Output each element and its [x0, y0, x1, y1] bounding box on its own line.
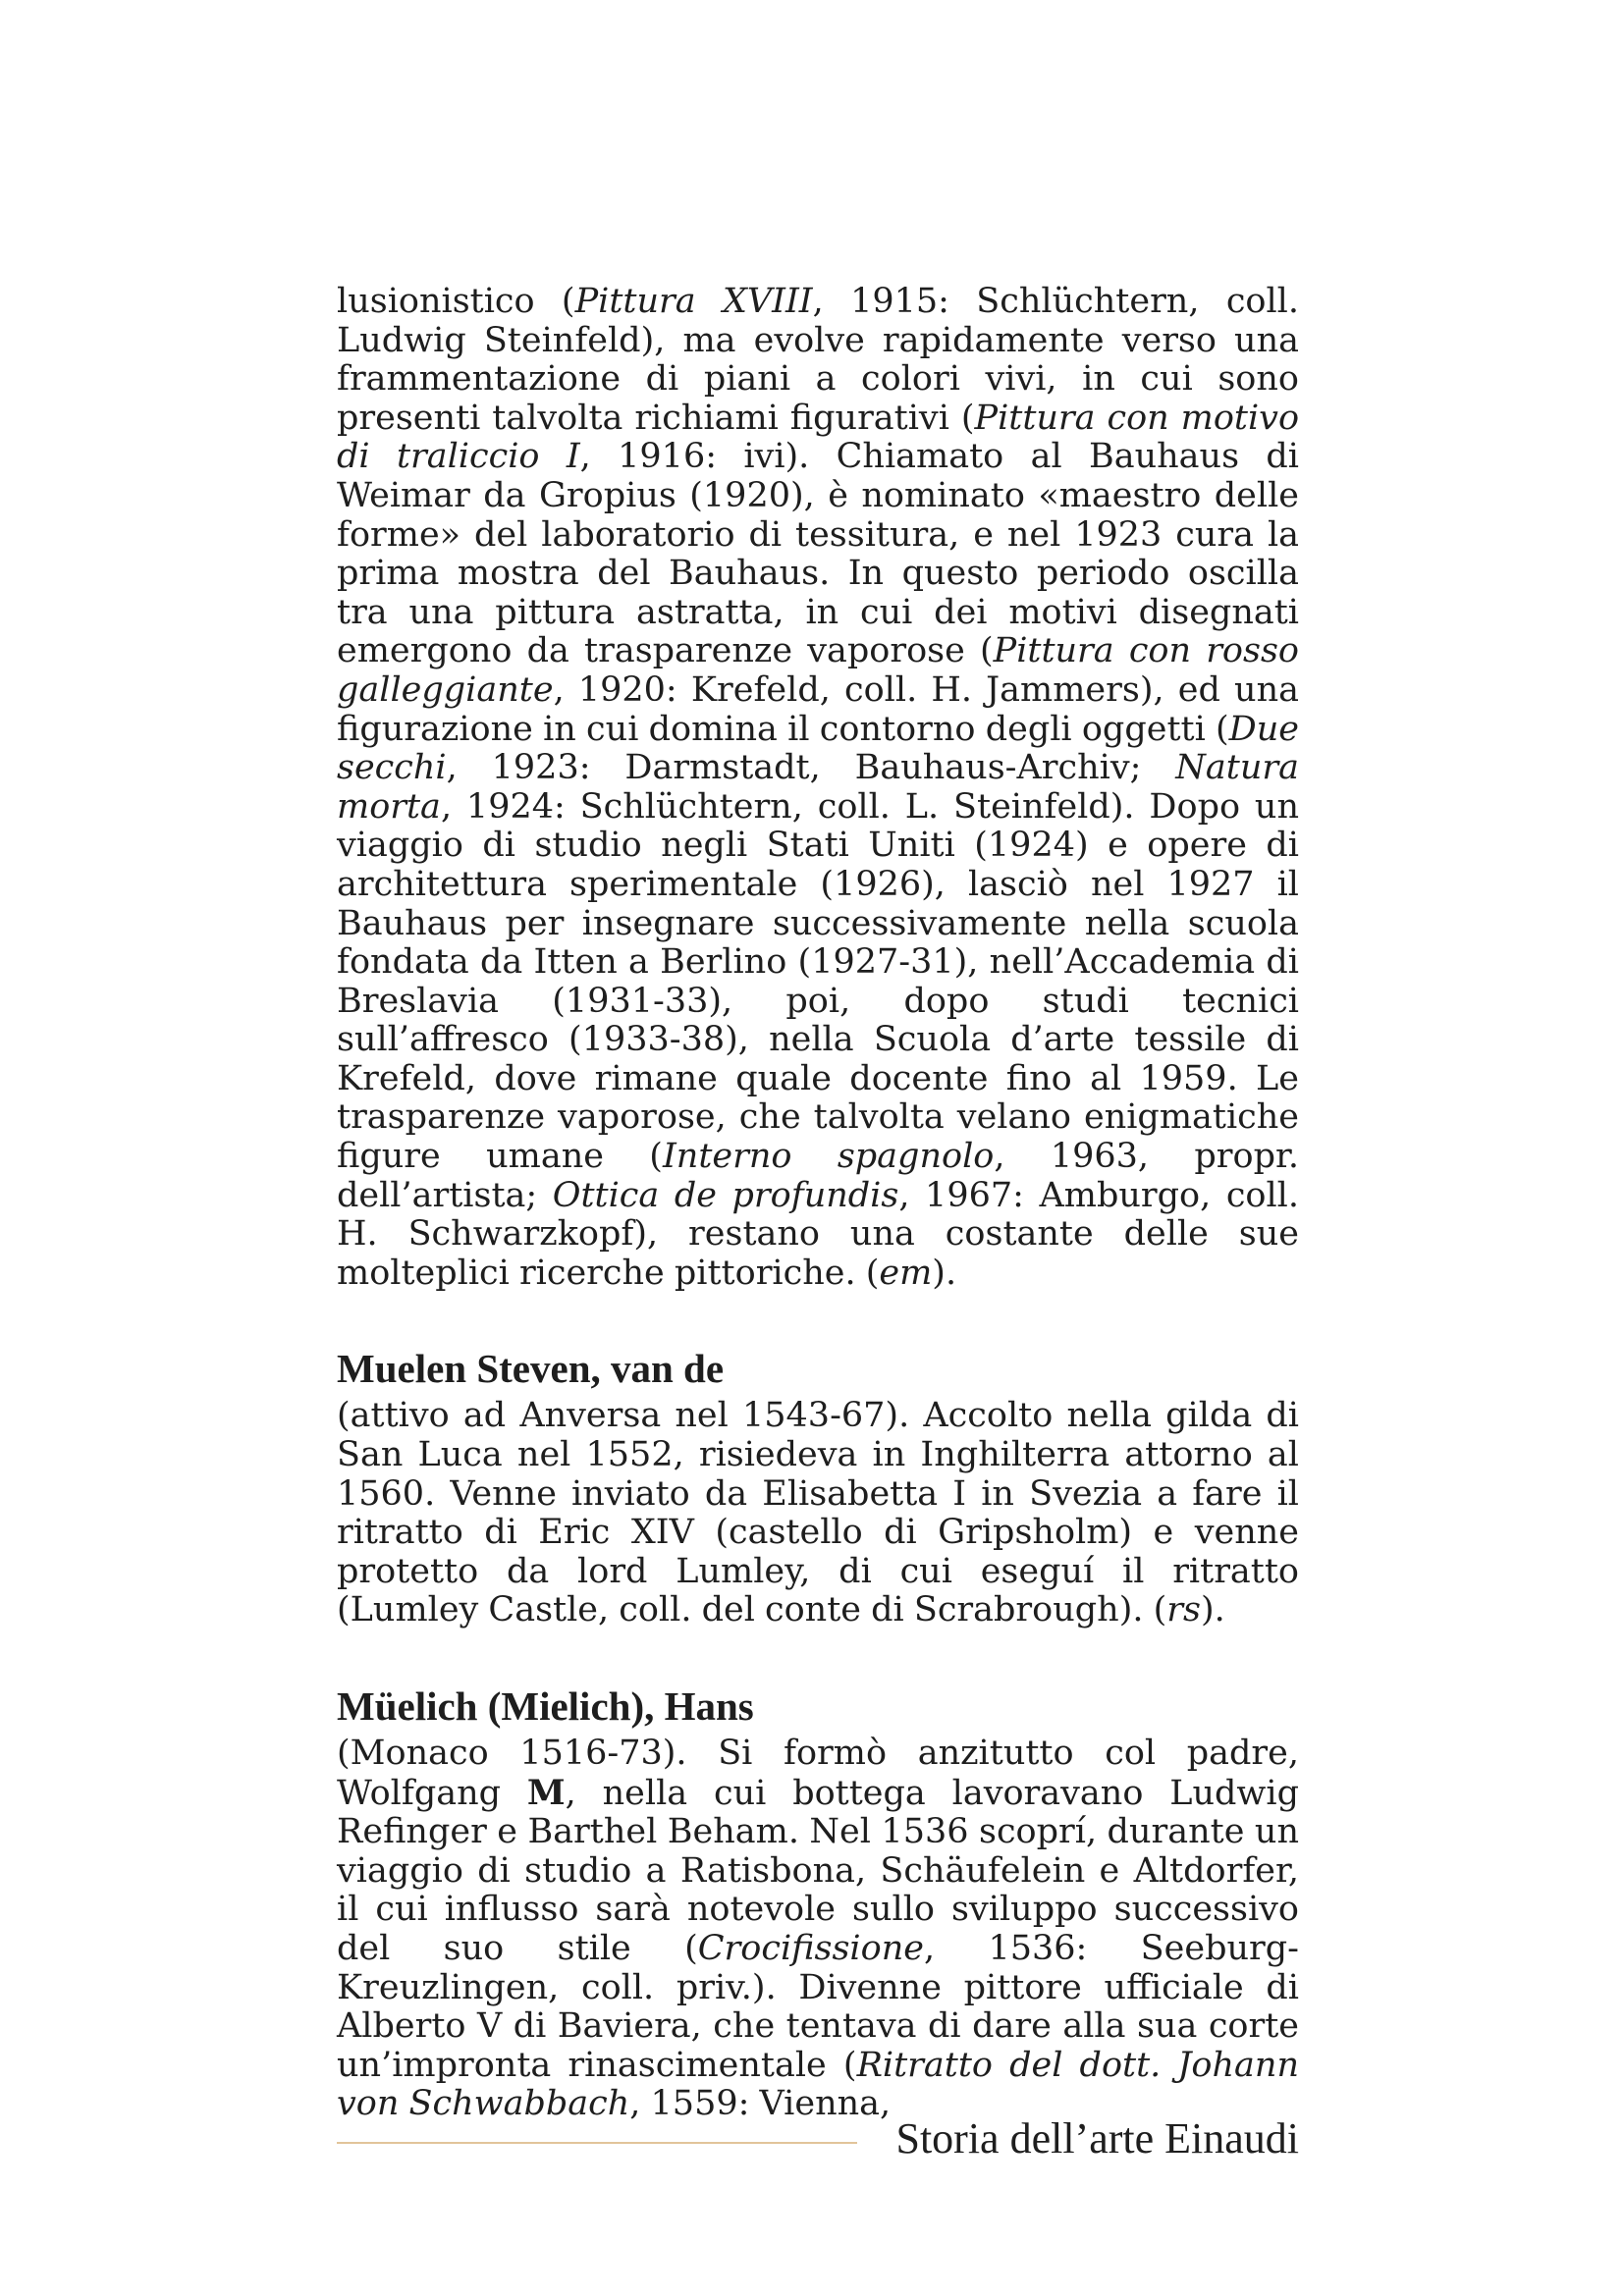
italic-run: Pittura con motivo di traliccio I — [337, 398, 1300, 477]
italic-run: Ottica de profundis — [552, 1175, 899, 1215]
bold-run: M — [526, 1772, 566, 1813]
italic-run: Pittura XVIII — [574, 282, 813, 321]
text-run: ). — [1201, 1590, 1225, 1630]
italic-run: Natura morta — [337, 748, 1299, 827]
text-run: , 1963, propr. dell’artista; — [337, 1137, 1300, 1215]
text-run: , 1924: Schlüchtern, coll. L. Steinfeld). Dopo un viaggio di studio negli Stati Uniti (1924) e opere di architettura sperimentale (1926), lasciò nel 1927 il Bauhaus per insegnare successivamente nella scuola fondata da Itten a Berlino (1927-31), nell’Accademia di Breslavia (1931-33), poi, dopo studi tecnici sull’affresco (1933-38), nella Scuola d’arte tessile di Krefeld, dove rimane quale docente fino al 1959. Le trasparenze vaporose, che talvolta velano enigmatiche figure umane ( — [337, 786, 1299, 1177]
italic-run: Due secchi — [337, 709, 1299, 788]
text-run: , 1536: Seeburg-Kreuzlingen, coll. priv.). Divenne pittore ufficiale di Alberto V di Baviera, che tentava di dare alla sua corte un’impronta rinascimentale ( — [337, 1928, 1299, 2085]
entry-text — [337, 283, 1299, 1293]
footer-rule — [337, 2142, 857, 2144]
page-body — [337, 283, 1299, 2124]
entry-text — [337, 1397, 1299, 1630]
text-run: (Monaco 1516-73). Si formò anzitutto col padre, Wolfgang — [337, 1734, 1299, 1813]
entry-heading: Müelich (Mielich), Hans — [337, 1683, 754, 1729]
italic-run: Pittura con rosso galleggiante — [337, 631, 1299, 710]
text-run: lusionistico ( — [337, 282, 575, 321]
text-run: (attivo ad Anversa nel 1543-67). Accolto nella gilda di San Luca nel 1552, risiedeva in Inghilterra attorno al 1560. Venne inviato da Elisabetta I in Svezia a fare il ritratto di Eric XIV (castello di Gripsholm) e venne protetto da lord Lumley, di cui eseguí il ritratto (Lumley Castle, coll. del conte di Scrabrough). ( — [337, 1396, 1299, 1630]
italic-run: em — [879, 1253, 933, 1293]
page-footer — [337, 2112, 1299, 2171]
text-run: , 1916: ivi). Chiamato al Bauhaus di Weimar da Gropius (1920), è nominato «maestro delle forme» del laboratorio di tessitura, e nel 1923 cura la prima mostra del Bauhaus. In questo periodo oscilla tra una pittura astratta, in cui dei motivi disegnati emergono da trasparenze vaporose ( — [337, 437, 1299, 671]
entry-mueelich — [337, 1682, 1299, 2124]
entry-muelen — [337, 1344, 1299, 1630]
footer-title: Storia dell’arte Einaudi — [895, 2114, 1299, 2163]
italic-run: Ritratto del dott. Johann von Schwabbach — [337, 2045, 1299, 2124]
text-run: , 1559: Vienna, — [629, 2084, 892, 2124]
entry-text — [337, 1735, 1299, 2124]
italic-run: rs — [1166, 1590, 1201, 1630]
text-run: , 1920: Krefeld, coll. H. Jammers), ed una figurazione in cui domina il contorno degli oggetti ( — [337, 669, 1299, 749]
entry-heading: Muelen Steven, van de — [337, 1346, 725, 1392]
text-run: , 1967: Amburgo, coll. H. Schwarzkopf), restano una costante delle sue molteplici ricerche pittoriche. ( — [337, 1175, 1299, 1293]
italic-run: Interno spagnolo — [662, 1137, 995, 1177]
text-run: ). — [932, 1253, 957, 1293]
italic-run: Crocifissione — [697, 1928, 924, 1968]
entry-continuation — [337, 283, 1299, 1293]
text-run: , 1915: Schlüchtern, coll. Ludwig Steinfeld), ma evolve rapidamente verso una frammentazione di piani a colori vivi, in cui sono presenti talvolta richiami figurativi ( — [337, 282, 1300, 438]
text-run: , 1923: Darmstadt, Bauhaus-Archiv; — [446, 748, 1176, 788]
text-run: , nella cui bottega lavoravano Ludwig Refinger e Barthel Beham. Nel 1536 scoprí, durante un viaggio di studio a Ratisbona, Schäufelein e Altdorfer, il cui influsso sarà notevole sullo sviluppo successivo del suo stile ( — [337, 1773, 1299, 1968]
